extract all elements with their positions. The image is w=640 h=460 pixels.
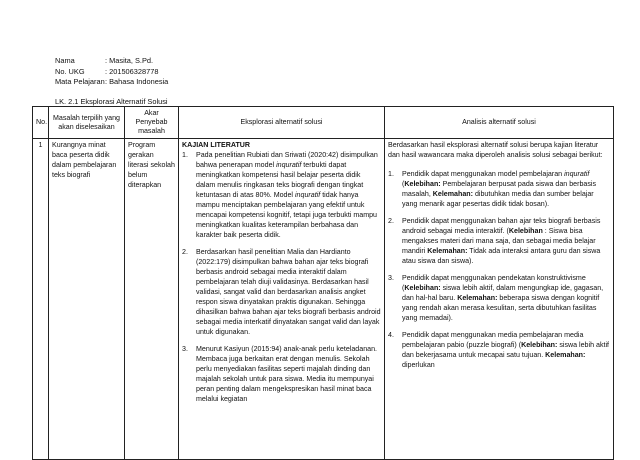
cell-masalah: Kurangnya minat baca peserta didik dalam pembelajaran teks biografi [49,139,125,460]
list-item: 2. Pendidik dapat menggunakan bahan ajar teks biografi berbasis android sebagai media interaktif. (Kelebihan : Siswa bisa mengakses materi dari mana saja, dan sebagai media belajar mandiri Kelemahan: Tidak ada interaksi antara guru dan siswa atau siswa dan siswa). [388,217,601,265]
list-item: 2. Berdasarkan hasil penelitian Malia dan Hardianto (2022:179) disimpulkan bahwa bahan ajar teks biografi berbasis android sebagai media interaktif dalam pembelajaran telah diuji validasinya. Berdasarkan hasil validasi, sangat valid dan berdasarkan analisis angket respon siswa dinyatakan praktis digunakan. Sehingga dihasilkan bahwa bahan ajar teks biografi berbasis android sebagai media interkatif dinyatakan sangat valid dan layak untuk digunakan. [182,248,381,336]
cell-analisis [385,139,614,460]
header-no: No. [33,107,49,139]
literature-title: KAJIAN LITERATUR [182,141,251,149]
identity-row-name [55,56,168,67]
identity-block [55,56,168,88]
cell-no: 1 [33,139,49,460]
header-akar: Akar Penyebab masalah [125,107,179,139]
cell-akar: Program gerakan literasi sekolah belum diterapkan [125,139,179,460]
list-item: 1. Pendidik dapat menggunakan model pembelajaran inquratif (Kelebihan: Pembelajaran berpusat pada siswa dan berbasis masalah, Kelemahan: dibutuhkan media dan sumber belajar yang menarik agar pesertas didik tidak bosan). [388,170,597,208]
identity-value: : 201506328778 [105,66,159,76]
identity-key: Nama [55,56,75,65]
identity-value: : Bahasa Indonesia [105,77,169,86]
worksheet-title: LK. 2.1 Eksplorasi Alternatif Solusi [55,97,168,106]
analysis-intro: Berdasarkan hasil eksplorasi alternatif solusi berupa kajian literatur dan hasil wawancara maka diperoleh analisis solusi sebagai berikut: [388,141,603,159]
identity-key: No. UKG [55,66,85,76]
cell-eksplorasi [179,139,385,460]
header-masalah: Masalah terpilih yang akan diselesaikan [49,107,125,139]
solution-table [32,106,614,460]
table-header-row [33,107,614,139]
header-eksplorasi: Eksplorasi alternatif solusi [179,107,385,139]
analysis-list [388,169,610,370]
list-item: 1. Pada penelitian Rubiati dan Sriwati (2020:42) disimpulkan bahwa penerapan model inquratif terbukti dapat meningkatkan kompetensi hasil belajar peserta didik dalam menulis ringkasan teks biografi dengan tingkat ketuntasan di atas 80%. Model inquratif tidak hanya mampu menciptakan pembelajaran yang efektif untuk mencapai kompetensi kognitif, tetapi juga terbukti mampu meningkatkan kualitas keterampilan berbahasa dan karakter baik peserta didik. [182,151,378,239]
table-row [33,139,614,460]
list-item: 3. Pendidik dapat menggunakan pendekatan konstruktivisme (Kelebihan: siswa lebih aktif, dalam mengungkap ide, gagasan, dan hal-hal baru. Kelemahan: beberapa siswa dengan kognitif yang rendah akan merasa kesulitan, serta dibutuhkan fasilitas yang memadai). [388,274,604,322]
list-item: 4. Pendidik dapat menggunakan media pembelajaran media pembelajaran pabio (puzzle biografi) (Kelebihan: siswa lebih aktif dan bekerjasama untuk mecapai satu tujuan. Kelemahan: diperlukan [388,331,610,369]
literature-list [182,150,381,404]
identity-row-subject [55,77,168,88]
identity-row-ukg [55,67,168,78]
header-analisis: Analisis alternatif solusi [385,107,614,139]
identity-key: Mata Pelajaran [55,77,105,86]
list-item: 3. Menurut Kasiyun (2015:94) anak-anak perlu keteladanan. Membaca juga berkaitan erat dengan menulis. Sekolah perlu menyediakan fasilitas seperti majalah dinding dan majalah sekolah untuk para siswa. Media itu mempunyai peran penting dalam mengekspresikan hasil minat baca melalui kegiatan [182,345,378,403]
identity-value: : Masita, S.Pd. [105,56,154,65]
